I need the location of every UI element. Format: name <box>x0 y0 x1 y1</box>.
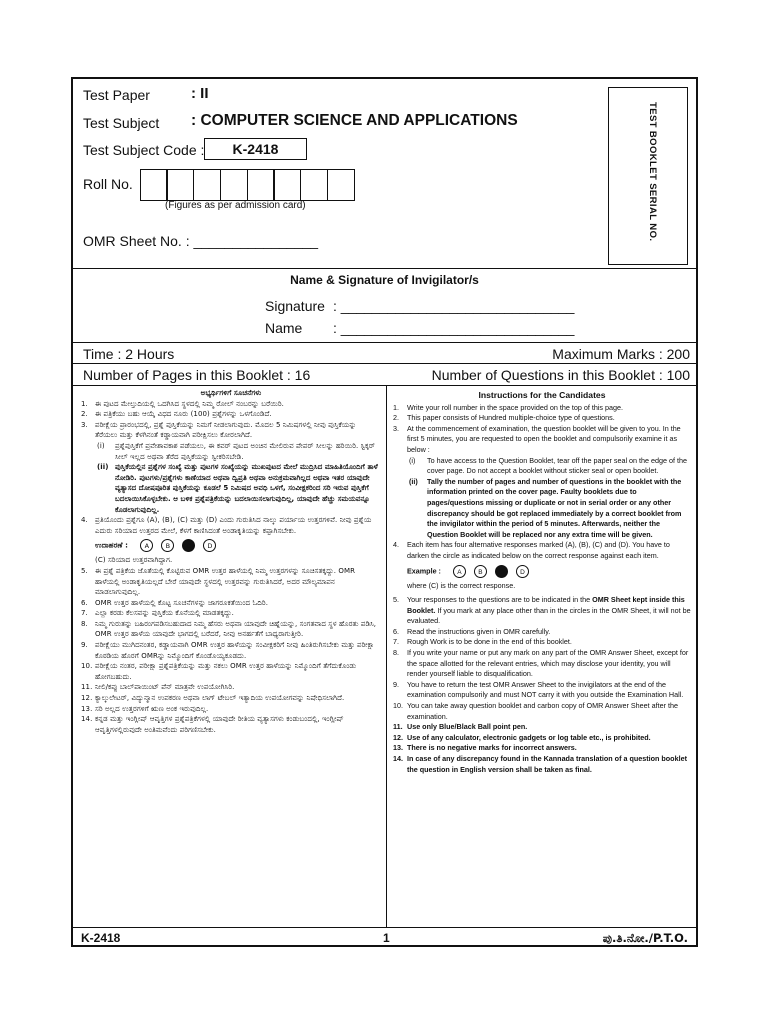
serial-no-label: TEST BOOKLET SERIAL NO. <box>647 102 658 242</box>
test-subject-value: : COMPUTER SCIENCE AND APPLICATIONS <box>191 112 518 129</box>
divider <box>73 342 696 343</box>
footer-code: K-2418 <box>81 931 121 945</box>
bubble-d: D <box>516 565 529 578</box>
test-subject-code-label: Test Subject Code : <box>83 142 205 158</box>
list-item: 11. Use only Blue/Black Ball point pen. <box>393 722 528 732</box>
time-label: Time : 2 Hours <box>83 346 175 362</box>
roll-cell[interactable] <box>193 169 221 201</box>
list-item: 12. Use of any calculator, electronic gadgets or log table etc., is prohibited. <box>393 732 651 742</box>
list-item: 5. Your responses to the questions are to be indicated in the OMR Sheet kept inside this Booklet. If you mark at any place other than in the circles in the OMR Sheet, it will not be evaluated. <box>393 595 691 626</box>
list-item: 7. ಎಲ್ಲಾ ಕರಡು ಕೆಲಸವನ್ನು ಪುಸ್ತಿಕೆಯ ಕೊನೆಯಲ್ಲಿ ಮಾಡತಕ್ಕದ್ದು. <box>81 609 234 618</box>
page-number: 1 <box>383 931 390 945</box>
example-note: where (C) is the correct response. <box>407 580 516 590</box>
example-label: ಉದಾಹರಣೆ : <box>95 541 129 550</box>
english-instructions <box>393 390 691 775</box>
roll-cell[interactable] <box>300 169 328 201</box>
list-item: 3. ಪರೀಕ್ಷೆಯ ಪ್ರಾರಂಭದಲ್ಲಿ, ಪ್ರಶ್ನೆ ಪುಸ್ತಿಕೆಯನ್ನು ನಿಮಗೆ ನೀಡಲಾಗುವುದು. ಮೊದಲ 5 ನಿಮಿಷಗಳಲ್ಲಿ ನೀವು ಪುಸ್ತಿಕೆಯನ್ನು ತೆರೆಯಲು ಮತ್ತು ಕೆಳಗಿನಂತೆ ಕಡ್ಡಾಯವಾಗಿ ಪರೀಕ್ಷಿಸಲು ಕೋರಲಾಗಿದೆ. <box>81 420 357 440</box>
cover-page <box>71 77 698 947</box>
divider <box>73 927 696 928</box>
bubble-a: A <box>453 565 466 578</box>
name-line[interactable]: : ______________________________ <box>333 320 575 336</box>
roll-note: (Figures as per admission card) <box>165 200 306 211</box>
list-item: 10. You can take away question booklet and carbon copy of OMR Answer Sheet after the examination. <box>393 701 679 721</box>
list-item: 10. ಪರೀಕ್ಷೆಯ ನಂತರ, ಪರೀಕ್ಷಾ ಪ್ರಶ್ನೆಪತ್ರಿಕೆಯನ್ನು ಮತ್ತು ನಕಲು OMR ಉತ್ತರ ಹಾಳೆಯನ್ನು ನಿಮ್ಮೊಂದಿಗೆ ತೆಗೆದುಕೊಂಡು ಹೋಗಬಹುದು. <box>81 662 357 681</box>
example-label: Example : <box>407 565 441 575</box>
list-item: 7. Rough Work is to be done in the end of this booklet. <box>393 637 572 647</box>
divider <box>73 363 696 364</box>
roll-cell[interactable] <box>140 169 168 201</box>
example-bubbles <box>140 539 216 552</box>
list-item: 1. Write your roll number in the space provided on the top of this page. <box>393 402 624 412</box>
serial-no-box <box>608 87 688 265</box>
divider <box>73 385 696 386</box>
bubble-a: A <box>140 539 153 552</box>
test-paper-label: Test Paper <box>83 87 150 103</box>
list-item: 4. Each item has four alternative responses marked (A), (B), (C) and (D). You have to darken the circle as indicated below on the correct response against each item. <box>393 540 670 560</box>
test-subject-label: Test Subject <box>83 115 160 131</box>
list-subitem: (i) To have access to the Question Booklet, tear off the paper seal on the edge of the cover page. Do not accept a booklet without sticker seal or open booklet. <box>409 455 687 476</box>
roll-cell[interactable] <box>166 169 194 201</box>
invigilator-title: Name & Signature of Invigilator/s <box>290 273 479 287</box>
example-bubbles <box>453 565 529 578</box>
omr-sheet-label: OMR Sheet No. : ________________ <box>83 233 319 249</box>
column-divider <box>386 385 387 927</box>
list-item: 2. ಈ ಪತ್ರಿಕೆಯು ಬಹು ಆಯ್ಕೆ ವಿಧದ ನೂರು (100) ಪ್ರಶ್ನೆಗಳನ್ನು ಒಳಗೊಂಡಿದೆ. <box>81 410 272 419</box>
divider <box>73 268 696 269</box>
example-row <box>393 565 691 578</box>
max-marks-label: Maximum Marks : 200 <box>552 346 690 362</box>
list-item: 9. You have to return the test OMR Answer Sheet to the invigilators at the end of the examination compulsorily and must NOT carry it with you outside the Examination Hall. <box>393 679 684 700</box>
example-note: (C) ಸರಿಯಾದ ಉತ್ತರವಾಗಿದ್ದಾಗ. <box>95 556 173 565</box>
list-item: 6. Read the instructions given in OMR carefully. <box>393 626 551 636</box>
kannada-title: ಅಭ್ಯರ್ಥಿಗಳಿಗೆ ಸೂಚನೆಗಳು <box>200 389 262 397</box>
roll-cell[interactable] <box>247 169 275 201</box>
bubble-d: D <box>203 539 216 552</box>
name-label: Name <box>265 320 303 336</box>
signature-label: Signature <box>265 298 325 314</box>
english-title: Instructions for the Candidates <box>478 390 606 400</box>
list-item: 4. ಪ್ರತಿಯೊಂದು ಪ್ರಶ್ನೆಗೂ (A), (B), (C) ಮತ್ತು (D) ಎಂದು ಗುರುತಿಸಿದ ನಾಲ್ಕು ಪರ್ಯಾಯ ಉತ್ತರಗಳಿವೆ. ನೀವು ಪ್ರಶ್ನೆಯ ಎದುರು ಸರಿಯಾದ ಉತ್ತರದ ಮೇಲೆ, ಕೆಳಗೆ ಕಾಣಿಸಿದಂತೆ ಅಂಡಾಕೃತಿಯನ್ನು ಕಪ್ಪಾಗಿಸಬೇಕು. <box>81 516 372 535</box>
list-item: 13. There is no negative marks for incorrect answers. <box>393 743 577 753</box>
list-subitem: (i) ಪ್ರಶ್ನೆಪುಸ್ತಿಕೆಗೆ ಪ್ರವೇಶಾವಕಾಶ ಪಡೆಯಲು, ಈ ಕವರ್ ಪುಟದ ಅಂಚಿನ ಮೇಲಿರುವ ಪೇಪರ್ ಸೀಲನ್ನು ಹರಿಯಿರಿ. ಸ್ಟಿಕ್ಕರ್ ಸೀಲ್ ಇಲ್ಲದ ಅಥವಾ ತೆರೆದ ಪುಸ್ತಿಕೆಯನ್ನು ಸ್ವೀಕರಿಸಬೇಡಿ. <box>97 441 375 461</box>
test-subject-code-box: K-2418 <box>204 138 307 160</box>
list-item: 14. ಕನ್ನಡ ಮತ್ತು ಇಂಗ್ಲೀಷ್ ಆವೃತ್ತಿಗಳ ಪ್ರಶ್ನೆಪತ್ರಿಕೆಗಳಲ್ಲಿ ಯಾವುದೇ ರೀತಿಯ ವ್ಯತ್ಯಾಸಗಳು ಕಂಡುಬಂದಲ್ಲಿ, ಇಂಗ್ಲೀಷ್ ಆವೃತ್ತಿಗಳಲ್ಲಿರುವುದೇ ಅಂತಿಮವೆಂದು ಪರಿಗಣಿಸಬೇಕು. <box>81 715 344 734</box>
list-item: 1. ಈ ಪುಟದ ಮೇಲ್ತುದಿಯಲ್ಲಿ ಒದಗಿಸಿದ ಸ್ಥಳದಲ್ಲಿ ನಿಮ್ಮ ರೋಲ್ ನಂಬರನ್ನು ಬರೆಯಿರಿ. <box>81 399 284 408</box>
list-item: 6. OMR ಉತ್ತರ ಹಾಳೆಯಲ್ಲಿ ಕೊಟ್ಟ ಸೂಚನೆಗಳನ್ನು ಜಾಗರೂಕತೆಯಿಂದ ಓದಿರಿ. <box>81 598 269 607</box>
bubble-b: B <box>161 539 174 552</box>
list-item: 3. At the commencement of examination, the question booklet will be given to you. In the first 5 minutes, you are requested to open the booklet and compulsorily examine it as below : <box>393 423 681 454</box>
list-item: 11. ನೀಲಿ/ಕಪ್ಪು ಬಾಲ್‌ಪಾಯಿಂಟ್ ಪೆನ್ ಮಾತ್ರವೇ ಉಪಯೋಗಿಸಿರಿ. <box>81 683 235 692</box>
roll-no-label: Roll No. <box>83 176 133 192</box>
bubble-b: B <box>474 565 487 578</box>
list-subitem: (ii) ಪುಸ್ತಿಕೆಯಲ್ಲಿನ ಪ್ರಶ್ನೆಗಳ ಸಂಖ್ಯೆ ಮತ್ತು ಪುಟಗಳ ಸಂಖ್ಯೆಯನ್ನು ಮುಖಪುಟದ ಮೇಲೆ ಮುದ್ರಿಸಿದ ಮಾಹಿತಿಯೊಂದಿಗೆ ತಾಳೆ ನೋಡಿರಿ. ಪುಟಗಳು/ಪ್ರಶ್ನೆಗಳು ಕಾಣೆಯಾದ ಅಥವಾ ದ್ವಿಪ್ರತಿ ಅಥವಾ ಅನುಕ್ರಮವಾಗಿಲ್ಲದ ಅಥವಾ ಇತರ ಯಾವುದೇ ವ್ಯತ್ಯಾಸದ ದೋಷಪೂರಿತ ಪುಸ್ತಿಕೆಯನ್ನು ಕೂಡಲೆ 5 ನಿಮಿಷದ ಅವಧಿ ಒಳಗೆ, ಸಂವೀಕ್ಷಕರಿಂದ ಸರಿ ಇರುವ ಪುಸ್ತಿಕೆಗೆ ಬದಲಾಯಿಸಿಕೊಳ್ಳಬೇಕು. ಆ ಬಳಿಕ ಪ್ರಶ್ನೆಪತ್ರಿಕೆಯನ್ನು ಬದಲಾಯಿಸಲಾಗುವುದಿಲ್ಲ, ಯಾವುದೇ ಹೆಚ್ಚು ಸಮಯವನ್ನೂ ಕೊಡಲಾಗುವುದಿಲ್ಲ. <box>97 463 378 514</box>
questions-count-label: Number of Questions in this Booklet : 100 <box>431 367 690 383</box>
list-item: 14. In case of any discrepancy found in the Kannada translation of a question booklet the question in English version shall be taken as final. <box>393 754 687 774</box>
roll-cell[interactable] <box>273 169 301 201</box>
bubble-c-filled: C <box>495 565 508 578</box>
list-item: 8. ನಿಮ್ಮ ಗುರುತನ್ನು ಬಹಿರಂಗಪಡಿಸಬಹುದಾದ ನಿಮ್ಮ ಹೆಸರು ಅಥವಾ ಯಾವುದೇ ಚಿಹ್ನೆಯನ್ನು, ಸಂಗತವಾದ ಸ್ಥಳ ಹೊರತು ಪಡಿಸಿ, OMR ಉತ್ತರ ಹಾಳೆಯ ಯಾವುದೇ ಭಾಗದಲ್ಲಿ ಬರೆದರೆ, ನೀವು ಅನರ್ಹತೆಗೆ ಬಾಧ್ಯರಾಗುತ್ತೀರಿ. <box>81 619 377 639</box>
pages-count-label: Number of Pages in this Booklet : 16 <box>83 367 311 383</box>
kannada-instructions <box>81 388 381 735</box>
list-item: 13. ಸರಿ ಅಲ್ಲದ ಉತ್ತರಗಳಿಗೆ ಋಣ ಅಂಕ ಇರುವುದಿಲ್ಲ. <box>81 704 209 713</box>
list-item: 12. ಕ್ಯಾಲ್ಕುಲೇಟರ್, ವಿದ್ಯುನ್ಮಾನ ಉಪಕರಣ ಅಥವಾ ಲಾಗ್ ಟೇಬಲ್ ಇತ್ಯಾದಿಯ ಉಪಯೋಗವನ್ನು ನಿಷೇಧಿಸಲಾಗಿದೆ. <box>81 694 345 703</box>
list-item: 9. ಪರೀಕ್ಷೆಯು ಮುಗಿದನಂತರ, ಕಡ್ಡಾಯವಾಗಿ OMR ಉತ್ತರ ಹಾಳೆಯನ್ನು ಸಂವೀಕ್ಷಕರಿಗೆ ನೀವು ಹಿಂತಿರುಗಿಸಬೇಕು ಮತ್ತು ಪರೀಕ್ಷಾ ಕೊಠಡಿಯ ಹೊರಗೆ OMRನ್ನು ನಿಮ್ಮೊಂದಿಗೆ ಕೊಂಡೊಯ್ಯಕೂಡದು. <box>81 641 375 660</box>
test-paper-value: : II <box>191 85 209 102</box>
roll-cell[interactable] <box>220 169 248 201</box>
signature-line[interactable]: : ______________________________ <box>333 298 575 314</box>
roll-cell[interactable] <box>327 169 355 201</box>
list-item: 8. If you write your name or put any mark on any part of the OMR Answer Sheet, except for the space allotted for the relevant entries, which may disclose your identity, you will render yourself liable to disqualification. <box>393 648 689 679</box>
bubble-c-filled: C <box>182 539 195 552</box>
roll-no-grid[interactable] <box>141 169 355 201</box>
list-item: 2. This paper consists of Hundred multiple-choice type of questions. <box>393 413 615 423</box>
example-row <box>81 539 381 552</box>
pto-label: ಪು.ತಿ.ನೋ./P.T.O. <box>602 931 688 945</box>
list-item: 5. ಈ ಪ್ರಶ್ನೆ ಪತ್ರಿಕೆಯ ಜೊತೆಯಲ್ಲಿ ಕೊಟ್ಟಿರುವ OMR ಉತ್ತರ ಹಾಳೆಯಲ್ಲಿ ನಿಮ್ಮ ಉತ್ತರಗಳನ್ನು ಸೂಚಿಸತಕ್ಕದ್ದು. OMR ಹಾಳೆಯಲ್ಲಿ ಅಂಡಾಕೃತಿಯಲ್ಲದೆ ಬೇರೆ ಯಾವುದೇ ಸ್ಥಳದಲ್ಲಿ ಉತ್ತರವನ್ನು ಗುರುತಿಸಿದರೆ, ಅದರ ಮೌಲ್ಯಮಾಪನ ಮಾಡಲಾಗುವುದಿಲ್ಲ. <box>81 566 356 597</box>
list-subitem: (ii) Tally the number of pages and number of questions in the booklet with the information printed on the cover page. Faulty booklets due to pages/questions missing or duplicate or not in serial order or any other discrepancy should be got replaced immediately by a correct booklet from the invigilator within the period of 5 minutes. Afterwards, neither the Question Booklet will be replaced nor any extra time will be given. <box>409 476 682 539</box>
